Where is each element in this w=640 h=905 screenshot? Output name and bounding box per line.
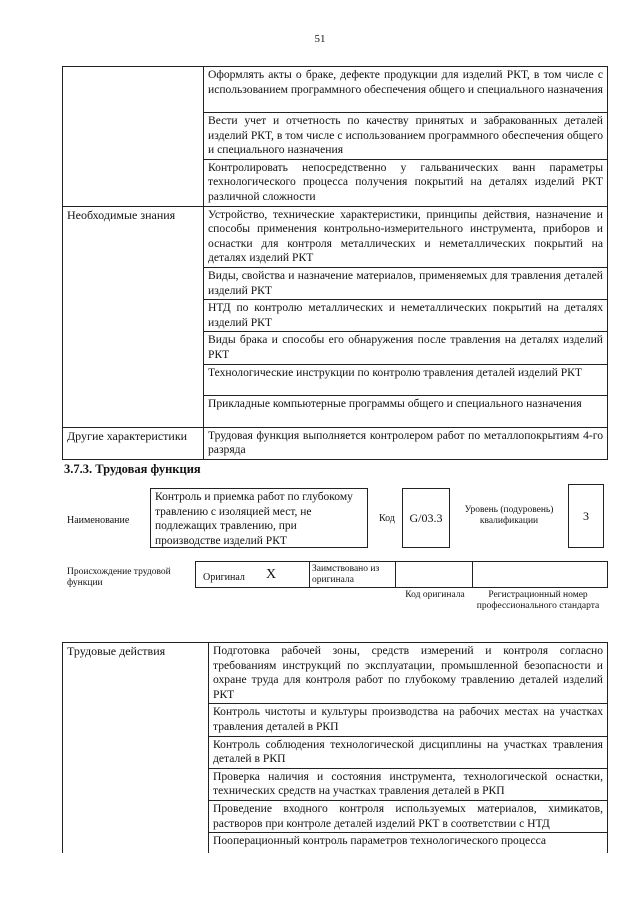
section-heading: 3.7.3. Трудовая функция bbox=[64, 462, 201, 476]
qualification-level: 3 bbox=[568, 484, 604, 548]
name-label: Наименование bbox=[67, 515, 130, 526]
row-text: Вести учет и отчетность по качеству принятых и забракованных деталей изделий РКТ, в том числе с использованием программного обеспечения общего и специального назначения bbox=[204, 113, 608, 160]
function-name: Контроль и приемка работ по глубокому травлению с изоляцией мест, не подлежащих травлению, при производстве изделий РКТ bbox=[150, 488, 368, 548]
row-text: НТД по контролю металлических и неметаллических покрытий на деталях изделий РКТ bbox=[204, 300, 608, 332]
code-original-caption: Код оригинала bbox=[405, 590, 465, 600]
row-text: Оформлять акты о браке, дефекте продукции для изделий РКТ, в том числе с использованием программного обеспечения общего и специального назначения bbox=[204, 67, 608, 113]
row-text: Проверка наличия и состояния инструмента, технологической оснастки, технических средств на участках травления деталей в РКП bbox=[209, 768, 608, 800]
row-text: Подготовка рабочей зоны, средств измерений и контроля согласно требованиям инструкций по эксплуатации, промышленной безопасности и охране труда для контроля работ по глубокому травлению деталей изделий РКТ bbox=[209, 643, 608, 704]
level-label: Уровень (подуровень) квалификации bbox=[464, 505, 554, 526]
row-label-actions: Трудовые действия bbox=[63, 643, 209, 853]
borrowed-label: Заимствовано из оригинала bbox=[312, 564, 380, 585]
row-label-knowledge: Необходимые знания bbox=[63, 206, 204, 427]
row-text: Технологические инструкции по контролю травления деталей изделий РКТ bbox=[204, 364, 608, 395]
table-row bbox=[63, 206, 608, 267]
page-number: 51 bbox=[314, 33, 326, 45]
row-text: Пооперационный контроль параметров технологического процесса bbox=[209, 833, 608, 853]
row-label bbox=[63, 67, 204, 207]
row-text: Виды, свойства и назначение материалов, применяемых для травления деталей изделий РКТ bbox=[204, 267, 608, 299]
origin-row bbox=[195, 561, 608, 588]
row-label-other: Другие характеристики bbox=[63, 427, 204, 459]
row-text: Виды брака и способы его обнаружения после травления на деталях изделий РКТ bbox=[204, 332, 608, 364]
row-text: Контролировать непосредственно у гальванических ванн параметры технологического процесса получения покрытий на деталях изделий РКТ различной сложности bbox=[204, 159, 608, 206]
row-text: Контроль соблюдения технологической дисциплины на участках травления деталей в РКП bbox=[209, 736, 608, 768]
original-mark: X bbox=[266, 567, 277, 582]
row-text: Контроль чистоты и культуры производства на рабочих местах на участках травления деталей в РКП bbox=[209, 704, 608, 736]
table-row bbox=[63, 643, 608, 704]
row-text: Проведение входного контроля используемых материалов, химикатов, растворов при контроле деталей изделий РКТ в соответствии с НТД bbox=[209, 800, 608, 832]
table-row bbox=[63, 67, 608, 113]
skills-table bbox=[62, 66, 608, 460]
labor-actions-table bbox=[62, 642, 608, 853]
code-label: Код bbox=[379, 513, 395, 524]
reg-number-caption: Регистрационный номер профессионального стандарта bbox=[476, 590, 600, 611]
original-label: Оригинал bbox=[203, 572, 245, 583]
origin-label: Происхождение трудовой функции bbox=[67, 567, 171, 588]
function-code: G/03.3 bbox=[402, 488, 450, 548]
row-text: Прикладные компьютерные программы общего и специального назначения bbox=[204, 395, 608, 427]
table-row bbox=[63, 427, 608, 459]
row-text: Трудовая функция выполняется контролером работ по металлопокрытиям 4-го разряда bbox=[204, 427, 608, 459]
row-text: Устройство, технические характеристики, принципы действия, назначение и способы применения контрольно-измерительного инструмента, приборов и оснастки для контроля металлических и неметаллических покрытий на деталях изделий РКТ bbox=[204, 206, 608, 267]
